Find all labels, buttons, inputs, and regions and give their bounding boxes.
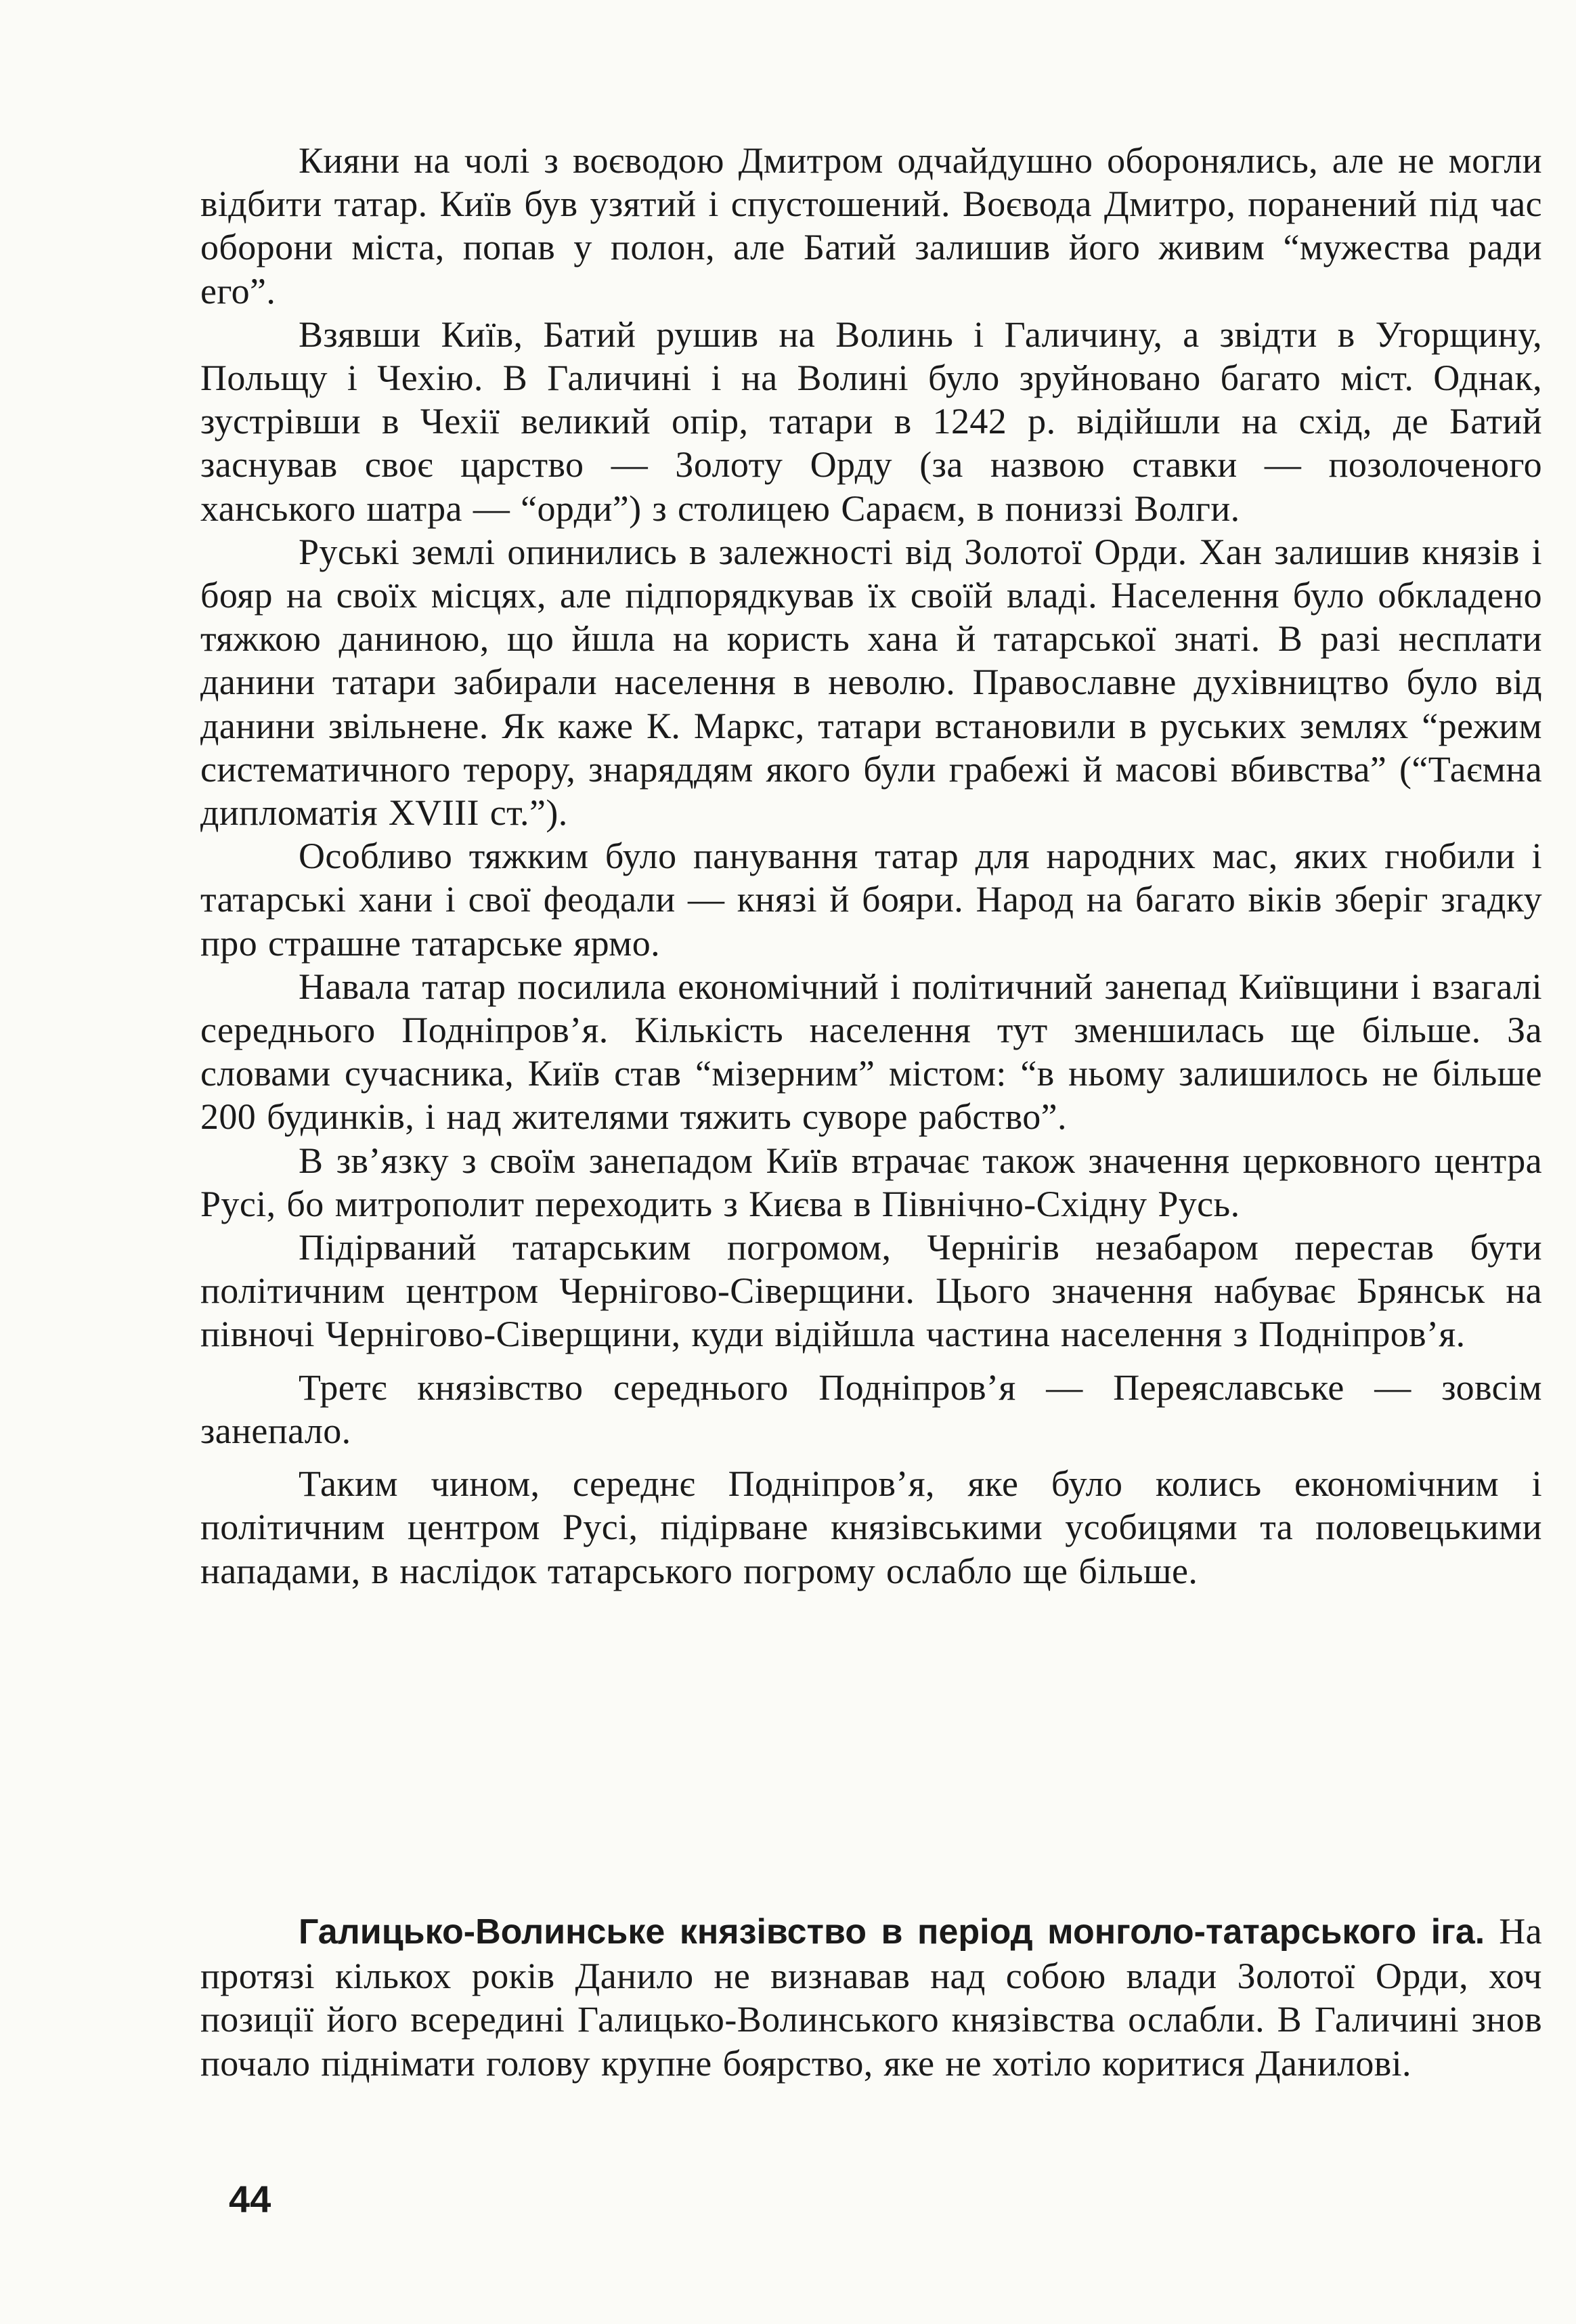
main-text: [200, 139, 1542, 1593]
paragraph-3: Руські землі опинились в залежності від Золотої Орди. Хан залишив князів і бояр на своїх місцях, але підпорядкував їх своїй владі. Населення було обкладено тяжкою даниною, що йшла на користь хана й татарської знаті. В разі несплати данини татари забирали населення в неволю. Православне духівництво було від данини звільнене. Як каже К. Маркс, татари встановили в руських землях “режим систематичного терору, знаряддям якого були грабежі й масові вбивства” (“Таємна дипломатія XVIII ст.”).: [200, 531, 1542, 834]
paragraph-5: Навала татар посилила економічний і політичний занепад Київщини і взагалі середнього Подніпров’я. Кількість населення тут зменшилась ще більше. За словами сучасника, Київ став “мізерним” містом: “в ньому залишилось не більше 200 будинків, і над жителями тяжить суворе рабство”.: [200, 966, 1542, 1138]
paragraph-2: Взявши Київ, Батий рушив на Волинь і Галичину, а звідти в Угорщину, Польщу і Чехію. В Галичині і на Волині було зруйновано багато міст. Однак, зустрівши в Чехії великий опір, татари в 1242 р. відійшли на схід, де Батий заснував своє царство — Золоту Орду (за назвою ставки — позолоченого ханського шатра — “орди”) з столицею Сараєм, в пониззі Волги.: [200, 314, 1542, 529]
paragraph-6: В зв’язку з своїм занепадом Київ втрачає також значення церковного центра Русі, бо митрополит переходить з Києва в Північно-Східну Русь.: [200, 1140, 1542, 1224]
section-heading: Галицько-Волинське князівство в період монголо-татарського іга.: [299, 1912, 1485, 1952]
page-number: 44: [229, 2178, 271, 2220]
section-paragraph: [200, 1910, 1542, 2085]
paragraph-7: Підірваний татарським погромом, Чернігів незабаром перестав бути політичним центром Чернігово-Сіверщини. Цього значення набуває Брянськ на півночі Чернігово-Сіверщини, куди відійшла частина населення з Подніпров’я.: [200, 1227, 1542, 1355]
paragraph-4: Особливо тяжким було панування татар для народних мас, яких гнобили і татарські хани і свої феодали — князі й бояри. Народ на багато віків зберіг згадку про страшне татарське ярмо.: [200, 836, 1542, 964]
paragraph-1: Кияни на чолі з воєводою Дмитром одчайдушно оборонялись, але не могли відбити татар. Київ був узятий і спустошений. Воєвода Дмитро, поранений під час оборони міста, попав у полон, але Батий залишив його живим “мужества ради его”.: [200, 140, 1542, 311]
paragraph-9: Таким чином, середнє Подніпров’я, яке було колись економічним і політичним центром Русі, підірване князівськими усобицями та половецькими нападами, в наслідок татарського погрому ослабло ще більше.: [200, 1463, 1542, 1591]
section-galician-volhynian: [200, 1910, 1542, 2085]
section-text: На протязі кількох років Данило не визнавав над собою влади Золотої Орди, хоч позиції його всередині Галицько-Волинського князівства ослабли. В Галичині знов почало піднімати голову крупне боярство, яке не хотіло коритися Данилові.: [200, 1911, 1543, 2084]
paragraph-8: Третє князівство середнього Подніпров’я — Переяславське — зовсім занепало.: [200, 1367, 1542, 1451]
